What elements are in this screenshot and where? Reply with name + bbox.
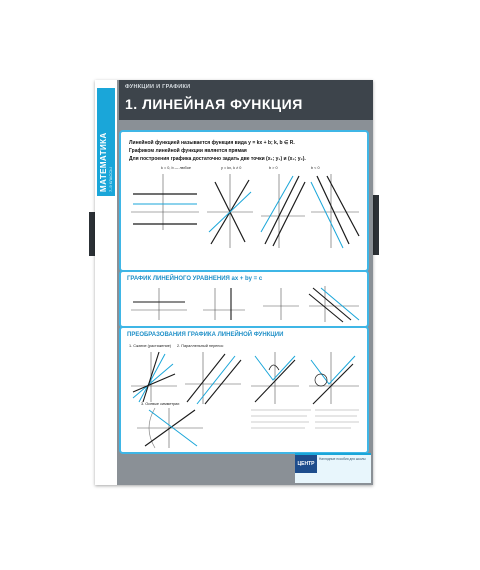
sidebar-subtitle: 7–9 КЛАССЫ: [108, 167, 113, 192]
definition-line-2: Графиком линейной функции является прямая: [129, 148, 247, 154]
transform-item-3: 3. Осевые симметрии: [141, 402, 180, 406]
graph-label-c: b > 0: [269, 166, 278, 170]
panel-definition: [119, 130, 369, 272]
transform-item-1: 1. Сжатие (растяжение): [129, 344, 172, 348]
symmetry-graph: [135, 406, 205, 450]
graph-label-b: y = kx, k ≠ 0: [221, 166, 242, 170]
publisher-logo: ЦЕНТР: [295, 455, 317, 473]
sidebar: [95, 80, 117, 485]
definition-line-3: Для построения графика достаточно задать две точки (x₁; y₁) и (x₂; y₂).: [129, 156, 306, 162]
panel3-title: ПРЕОБРАЗОВАНИЯ ГРАФИКА ЛИНЕЙНОЙ ФУНКЦИИ: [127, 332, 284, 338]
graph-label-d: b < 0: [311, 166, 320, 170]
panel2-title: ГРАФИК ЛИНЕЙНОГО УРАВНЕНИЯ ax + by = c: [127, 276, 263, 282]
equation-graph-4: [307, 284, 361, 324]
abs-graph-1: [249, 350, 301, 406]
section-label: ФУНКЦИИ И ГРАФИКИ: [125, 84, 191, 90]
sidebar-subject: [99, 178, 108, 192]
abs-graph-2: [307, 350, 361, 406]
panel-transformations: [119, 326, 369, 454]
symmetry-notes: [211, 406, 361, 446]
graph-origin-lines: [205, 172, 255, 250]
stretch-graph: [129, 350, 179, 404]
equation-graph-1: [129, 286, 189, 322]
equation-graph-3: [261, 286, 301, 322]
shift-graph: [183, 350, 243, 406]
transform-item-2: 2. Параллельный перенос: [177, 344, 224, 348]
footer: [295, 453, 371, 483]
footer-text: Наглядные пособия для школы: [319, 457, 366, 461]
panel-linear-equation: [119, 270, 369, 328]
poster: [95, 80, 373, 485]
graph-positive-b: [259, 172, 307, 250]
definition-line-1: Линейной функцией называется функция вида y = kx + b; k, b ∈ R.: [129, 140, 295, 146]
equation-graph-2: [201, 286, 247, 322]
graph-label-a: k = 0, b — любое: [161, 166, 191, 170]
graph-negative-b: [309, 172, 361, 250]
page-title: 1. ЛИНЕЙНАЯ ФУНКЦИЯ: [125, 96, 303, 112]
header: [119, 80, 373, 120]
graph-horizontal-lines: [129, 172, 201, 232]
right-mount-tab: [373, 195, 379, 255]
